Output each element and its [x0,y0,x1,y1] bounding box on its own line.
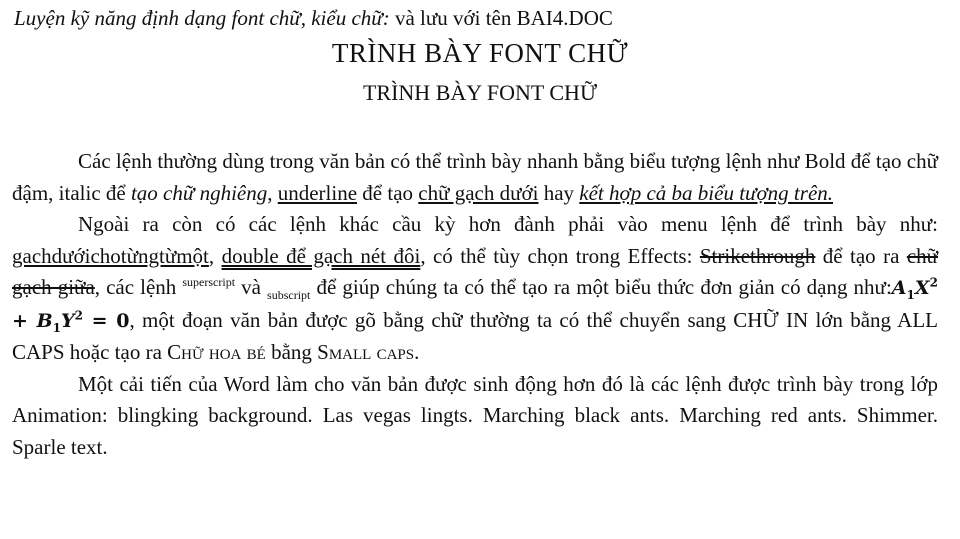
paragraph-1 [12,146,938,209]
paragraph-3: Một cải tiến của Word làm cho văn bản được sinh động hơn đó là các lệnh được trình bày trong lớp Animation: blingking background. Las vegas lingts. Marching black ants. Marching red ants. Shimmer. Sparle text. [12,371,938,459]
p2-text-6: và [235,275,268,299]
formula-a-sub: 1 [906,287,915,302]
small-caps-sample: Chữ hoa bé [167,340,266,364]
small-caps-label: Small caps [317,340,415,364]
formula-b: B [36,309,53,332]
formula-b-sub: 1 [52,320,62,335]
exercise-instruction [14,6,613,31]
p2-text-4: để tạo ra [815,243,907,268]
paragraph-2 [12,209,938,369]
body-text [12,146,938,463]
p2-text-1: Ngoài ra còn có các lệnh khác cầu kỳ hơn đành phải vào menu lệnh để trình bày như: [78,212,938,236]
underlined-text-sample: chữ gạch dưới [418,180,539,205]
p2-text-8: , một đoạn văn bản được gõ bằng chữ thường ta có thể chuyển sang CHỮ IN lớn bằng ALL CAPS hoặc tạo ra [12,307,938,364]
subscript-sample: subscript [267,288,311,303]
p2-text-10: . [414,340,420,364]
p2-text-9: bằng [265,340,318,364]
instruction-italic: Luyện kỹ năng định dạng font chữ, kiểu chữ: [14,6,390,30]
title-large: TRÌNH BÀY FONT CHỮ [331,38,629,68]
formula-equals: = 0 [82,309,130,332]
formula-a: A [891,277,907,299]
p2-text-7: để giúp chúng ta có thể tạo ra một biểu thức đơn giản có dạng như: [310,275,892,299]
strikethrough-text-sample: chữ gạch giữa [12,243,939,299]
formula-y-sup: 2 [74,308,83,323]
p1-text-1: Các lệnh thường dùng trong văn bản có thể trình bày nhanh bằng biểu tượng lệnh như Bold để tạo chữ đậm, italic để [12,149,938,205]
strikethrough-sample: Strikethrough [699,243,816,268]
double-underline-sample: double để gạch nét đôi [221,243,421,268]
p1-text-4: hay [538,180,580,205]
formula-x: X [914,277,930,299]
instruction-filename: và lưu với tên BAI4.DOC [389,6,613,30]
p2-text-2: , [208,243,222,268]
underline-sample: underline [277,180,358,205]
p2-text-3: , có thể tùy chọn trong Effects: [420,243,700,268]
word-underline-sample: gachdướichotừngtừmột [12,243,209,268]
formula-y: Y [61,309,75,332]
p1-text-3: để tạo [357,180,419,205]
combined-format-sample: kết hợp cả ba biểu tượng trên. [579,180,834,205]
p2-text-5: , các lệnh [94,275,183,299]
superscript-sample: superscript [182,275,236,289]
p1-text-2: , [267,180,278,205]
title-small: TRÌNH BÀY FONT CHỮ [362,80,598,105]
italic-sample: tạo chữ nghiêng [130,180,268,205]
formula-plus: + [12,309,37,332]
formula-x-sup: 2 [929,275,938,290]
